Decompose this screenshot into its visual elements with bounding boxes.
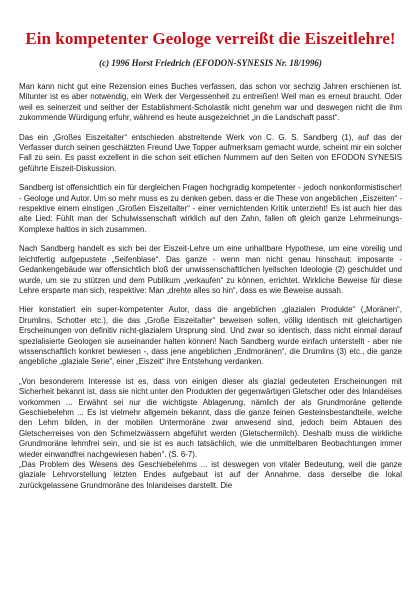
- paragraph-3: Sandberg ist offensichtlich ein für dergleichen Fragen hochgradig kompetenter - jedoch nonkonformistischer! - Geologe und Autor. Um so mehr muss es zu denken geben, dass er die These von angeblichen „Eiszeiten“ - respektive einem einstigen „Großen Eiszeitalter“ - einer vernichtenden Kritik unterzieht! Es ist auch hier das alte Lied: Fühlt man der Schulwissenschaft wirklich auf den Zahn, fallen oft gleich ganze Lehrmeinungs-Komplexe haltlos in sich zusammen.: [19, 183, 402, 234]
- article-byline: (c) 1996 Horst Friedrich (EFODON-SYNESIS Nr. 18/1996): [99, 58, 322, 68]
- paragraph-1: Man kann nicht gut eine Rezension eines Buches verfassen, das schon vor sechzig Jahren erschienen ist. Mitunter ist es aber notwendig, ein Werk der Vergessenheit zu entreißen! Weil man es erneut braucht. Oder weil es seinerzeit und seither der Establishment-Scholastik nicht genehm war und deswegen nicht die ihm zukommende Würdigung erfuhr, während es heute ausgezeichnet „in die Landschaft passt“.: [19, 82, 402, 123]
- paragraph-7: „Das Problem des Wesens des Geschiebelehms ... ist deswegen von vitaler Bedeutung, weil die ganze glaziale Lehrvorstellung letzten Endes aufgebaut ist auf der Annahme, dass derselbe die lokal zurückgelassene Grundmoräne des Inlandeises darstellt. Die: [19, 460, 402, 490]
- paragraph-2: Das ein „Großes Eiszeitalter“ entschieden abstreitende Werk von C. G. S. Sandberg (1), auf das der Verfasser durch seinen geschätzten Freund Uwe Topper aufmerksam gemacht wurde, scheint mir ein solcher Fall zu sein. Es passt exzellent in die schon seit etlichen Nummern auf den Seiten von EFODON SYNESIS geführte Eiszeit-Diskussion.: [19, 132, 402, 173]
- paragraph-6: „Von besonderem Interesse ist es, dass von einigen dieser als glazial gedeuteten Erscheinungen mit Sicherheit bekannt ist, dass sie nicht unter den Produkten der gegenwärtigen Gletscher oder des Inlandeises vorkommen ... Erwähnt sei nur die wichtigste Ablagerung, nämlich der als Grundmoräne geltende Geschiebelehm ... Es ist vielmehr allgemein bekannt, dass die ganze feinen Gesteinsbestandteile, welche den Lehm bilden, in der mobilen Untermoräne zwar anwesend sind, jedoch beim Abtauen des Gletscherreises von den Schmelzwässern abgeführt werden (Gletschermilch). Deshalb muss die wirkliche Grundmoräne lehmfrei sein, und sie ist es auch tatsächlich, wie die unmittelbaren Beobachtungen immer wieder einwandfrei nachgewiesen haben“. (S. 6-7).: [19, 376, 402, 459]
- paragraph-5: Hier konstatiert ein super-kompetenter Autor, dass die angeblichen „glazialen Produkte“ („Moränen“, Drumlins, Schotter etc.), die das „Große Eiszeitalter“ beweisen sollen, völlig identisch mit gleichartigen Erscheinungen von definitiv nicht-glazialem Ursprung sind. Und zwar so identisch, dass nicht einmal darauf spezialisierte Geologen sie auseinander halten können! Nach Sandberg wurde einfach unterstellt - aber nie wissenschaftlich konkret bewiesen -, dass jene angeblichen „Endmoränen“, die Drumlins (3) etc., die ganze angebliche „glaziale Serie“, einer „Eiszeit“ ihre Entstehung verdanken.: [19, 305, 402, 367]
- article-title: Ein kompetenter Geologe verreißt die Eiszeitlehre!: [25, 29, 396, 48]
- article-body: [19, 82, 402, 491]
- paragraph-4: Nach Sandberg handelt es sich bei der Eiszeit-Lehre um eine unhaltbare Hypothese, um eine voreilig und leichtfertig aufgepustete „Seifenblase“. Das ganze - wenn man nicht genau hinschaut: imposante - Gedankengebäude war offensichtlich bloß der unwissenschaftlichen lyellschen Ideologie (2) geschuldet und wurde, um sie zu stützen und dem Publikum „verkaufen“ zu können, errichtet. Wirkliche Beweise für diese Lehre ersparte man sich, respektive: Man „drehte alles so hin“, dass es wie Beweise aussah.: [19, 244, 402, 295]
